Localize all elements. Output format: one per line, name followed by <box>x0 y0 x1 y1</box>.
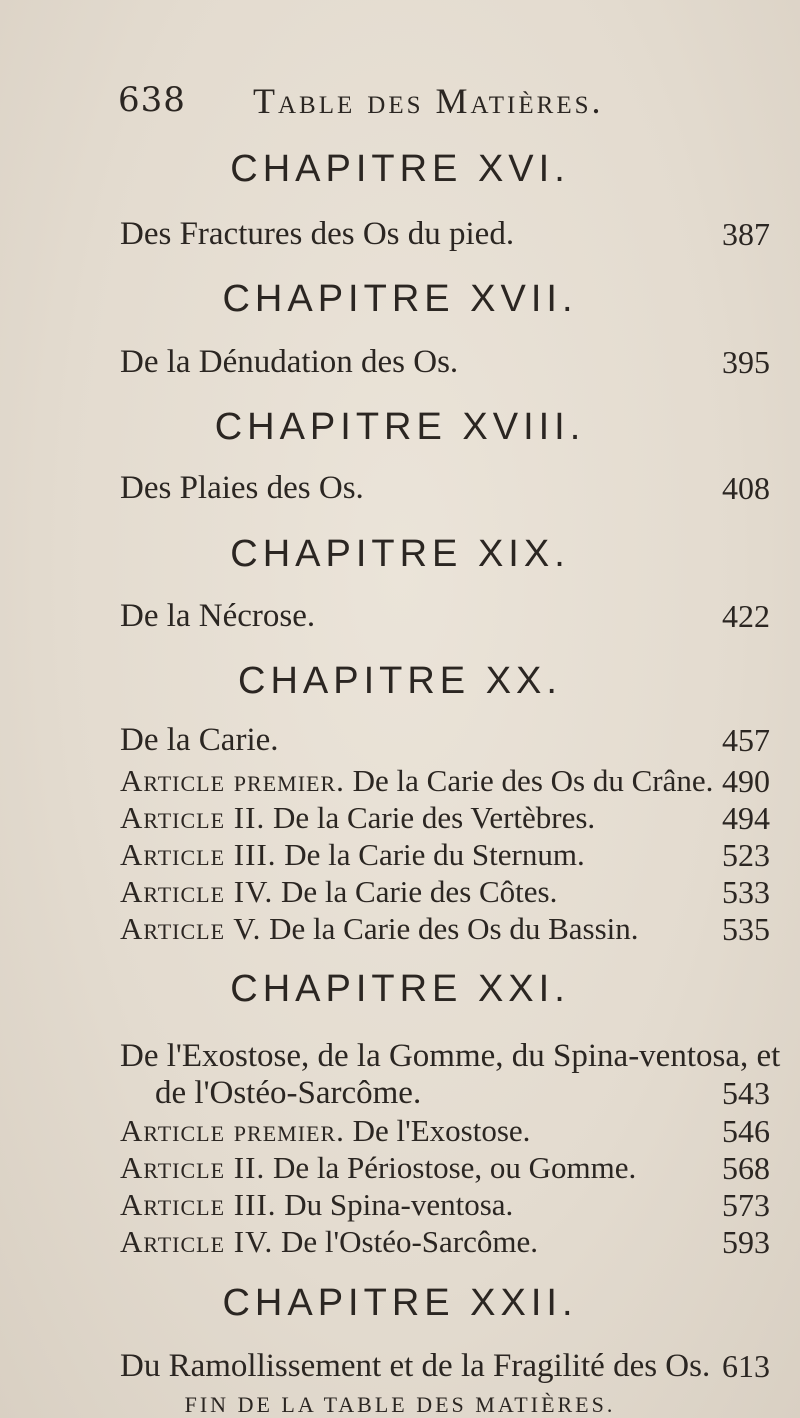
toc-entry-continuation: de l'Ostéo-Sarcôme. <box>155 1075 422 1111</box>
chapter-heading: CHAPITRE XVI. <box>230 148 570 190</box>
toc-entry <box>120 1348 710 1385</box>
toc-entry <box>120 344 710 381</box>
article-label: Article III. <box>120 837 277 872</box>
article-page: 535 <box>722 911 770 947</box>
article-label: Article IV. <box>120 1224 274 1259</box>
article-label: Article II. <box>120 1150 266 1185</box>
article-entry <box>120 1150 636 1186</box>
article-title: De l'Exostose. <box>352 1113 531 1148</box>
entry-page: 422 <box>722 598 770 634</box>
entry-page: 395 <box>722 344 770 380</box>
article-page: 533 <box>722 874 770 910</box>
article-label: Article premier. <box>120 1113 345 1148</box>
entry-page: 408 <box>722 470 770 506</box>
article-page: 523 <box>722 837 770 873</box>
article-label: Article IV. <box>120 874 274 909</box>
article-entry <box>120 1113 530 1149</box>
entry-title: De la Nécrose. <box>120 598 316 634</box>
article-page: 593 <box>722 1224 770 1260</box>
article-entry <box>120 1224 538 1260</box>
article-entry <box>120 763 713 799</box>
article-page: 490 <box>722 763 770 799</box>
article-label: Article V. <box>120 911 262 946</box>
entry-page: 613 <box>722 1348 770 1384</box>
article-title: De la Carie des Os du Bassin. <box>269 911 639 946</box>
chapter-heading: CHAPITRE XXI. <box>230 968 570 1010</box>
article-label: Article III. <box>120 1187 277 1222</box>
article-title: De la Carie des Côtes. <box>281 874 558 909</box>
entry-title: De la Carie. <box>120 722 279 758</box>
entry-page: 457 <box>722 722 770 758</box>
chapter-heading: CHAPITRE XVII. <box>222 278 578 320</box>
article-entry <box>120 800 595 836</box>
article-entry <box>120 1187 513 1223</box>
running-head <box>118 80 678 130</box>
article-title: Du Spina-ventosa. <box>284 1187 514 1222</box>
article-label: Article premier. <box>120 763 345 798</box>
entry-title: Des Plaies des Os. <box>120 470 364 506</box>
entry-title: Du Ramollissement et de la Fragilité des Os. <box>120 1348 711 1384</box>
chapter-heading: CHAPITRE XIX. <box>230 533 570 575</box>
article-entry <box>120 874 557 910</box>
toc-entry <box>120 470 710 507</box>
entry-page: 387 <box>722 216 770 252</box>
chapter-heading: CHAPITRE XXII. <box>222 1282 578 1324</box>
article-title: De la Carie du Sternum. <box>284 837 585 872</box>
toc-entry: De l'Exostose, de la Gomme, du Spina-ventosa, et <box>120 1038 781 1074</box>
article-title: De l'Ostéo-Sarcôme. <box>281 1224 538 1259</box>
end-of-table-note: FIN DE LA TABLE DES MATIÈRES. <box>184 1392 616 1417</box>
article-page: 494 <box>722 800 770 836</box>
page-number: 638 <box>118 80 186 120</box>
toc-entry <box>120 216 710 253</box>
chapter-heading: CHAPITRE XX. <box>238 660 562 702</box>
article-entry <box>120 837 585 873</box>
entry-title: De la Dénudation des Os. <box>120 344 459 380</box>
article-title: De la Carie des Os du Crâne. <box>352 763 714 798</box>
entry-title: Des Fractures des Os du pied. <box>120 216 515 252</box>
entry-page: 543 <box>722 1075 770 1111</box>
article-label: Article II. <box>120 800 266 835</box>
article-title: De la Carie des Vertèbres. <box>272 800 596 835</box>
toc-entry <box>120 598 710 635</box>
chapter-heading: CHAPITRE XVIII. <box>214 406 586 448</box>
toc-entry <box>120 722 710 759</box>
running-title: Table des Matières. <box>253 81 604 121</box>
article-page: 568 <box>722 1150 770 1186</box>
article-entry <box>120 911 639 947</box>
article-page: 573 <box>722 1187 770 1223</box>
article-title: De la Périostose, ou Gomme. <box>272 1150 637 1185</box>
article-page: 546 <box>722 1113 770 1149</box>
